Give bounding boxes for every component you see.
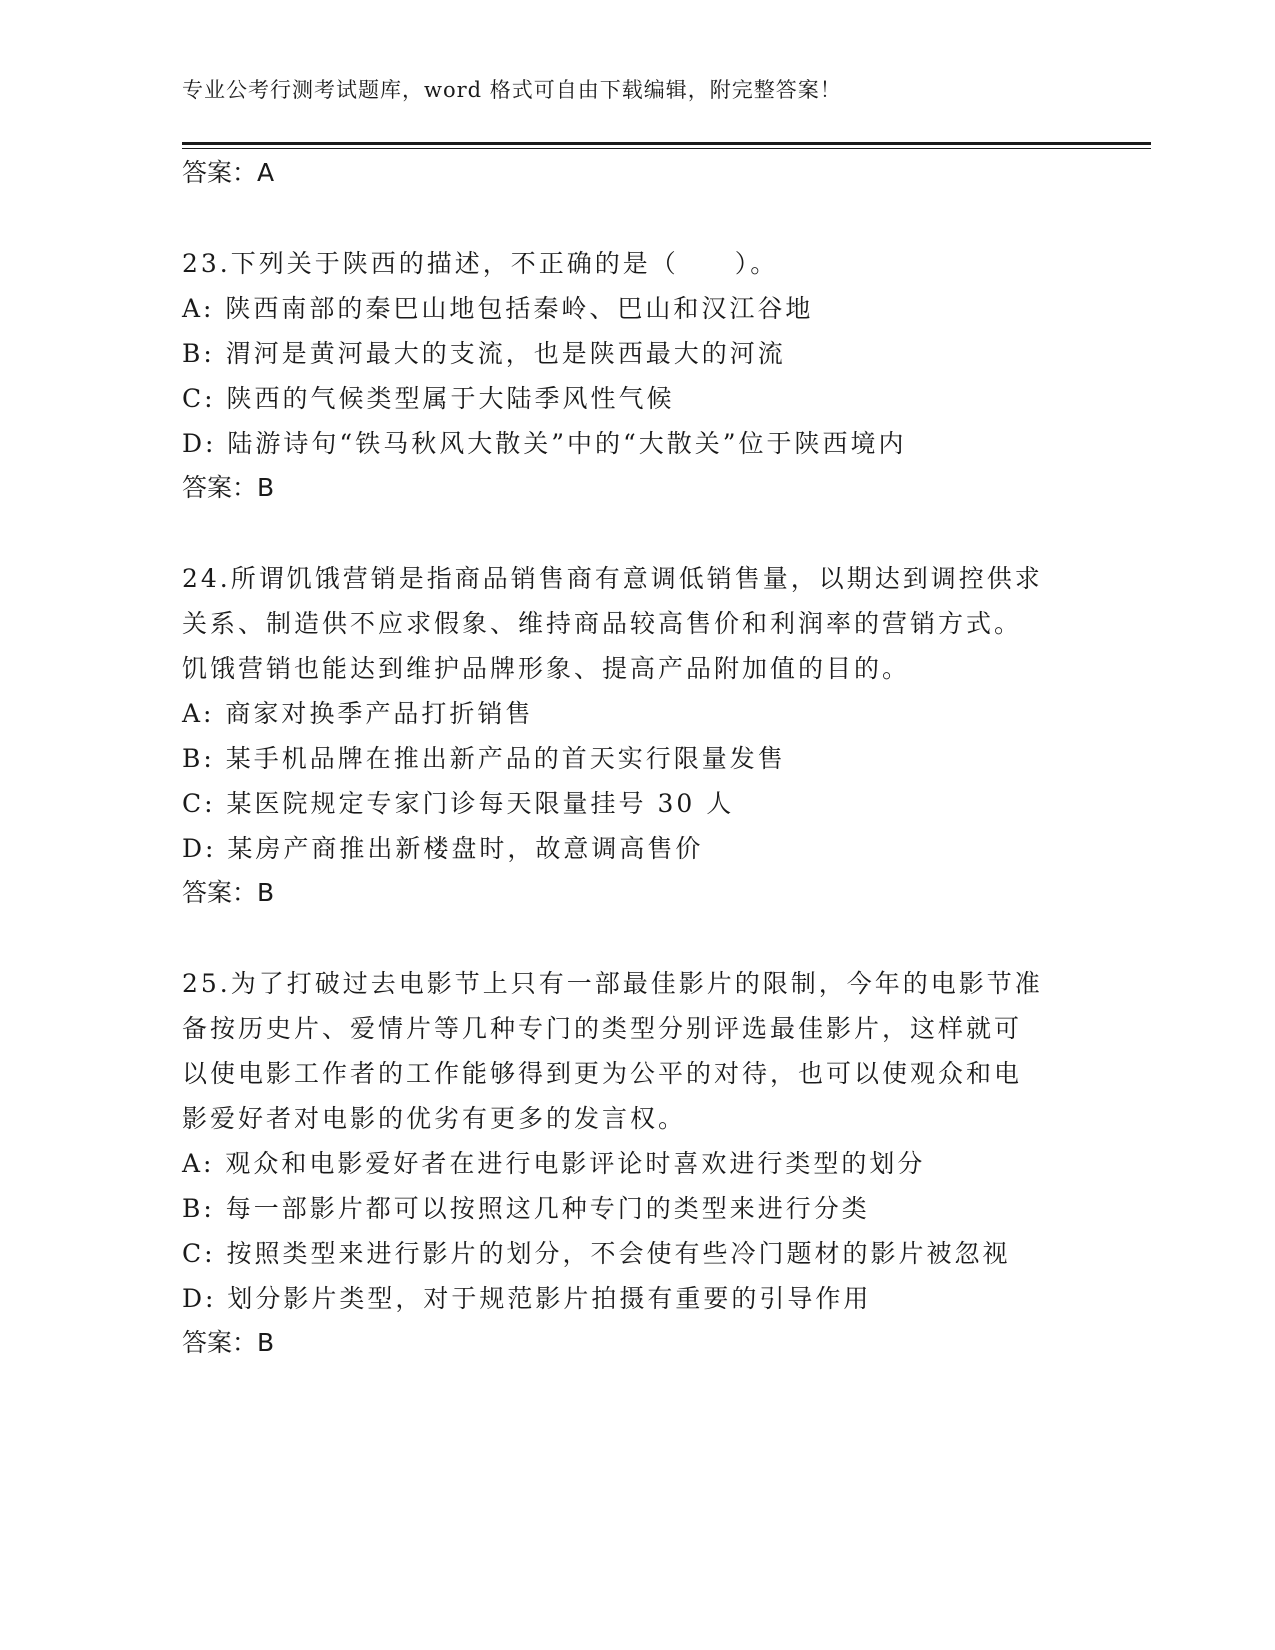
question-stem-line: 25.为了打破过去电影节上只有一部最佳影片的限制，今年的电影节准 — [182, 969, 1043, 998]
question-stem-line: 以使电影工作者的工作能够得到更为公平的对待，也可以使观众和电 — [182, 1059, 1023, 1088]
option-a: A: 观众和电影爱好者在进行电影评论时喜欢进行类型的划分 — [182, 1149, 926, 1178]
header-rule-thin — [182, 148, 1151, 149]
question-block — [182, 556, 1082, 911]
question-stem-line: 影爱好者对电影的优劣有更多的发言权。 — [182, 1104, 687, 1133]
answer-line: 答案：B — [182, 473, 275, 502]
question-list — [182, 155, 1082, 1361]
question-stem — [182, 556, 1082, 691]
question-stem — [182, 241, 1082, 286]
option-c: C: 某医院规定专家门诊每天限量挂号 30 人 — [182, 789, 735, 818]
page-header: 专业公考行测考试题库，word 格式可自由下载编辑，附完整答案！ — [182, 78, 842, 102]
answer-line: 答案：B — [182, 878, 275, 907]
question-stem — [182, 961, 1082, 1141]
question-stem-line: 关系、制造供不应求假象、维持商品较高售价和利润率的营销方式。 — [182, 609, 1023, 638]
question-block — [182, 241, 1082, 506]
question-stem-line: 24.所谓饥饿营销是指商品销售商有意调低销售量，以期达到调控供求 — [182, 564, 1043, 593]
option-c: C: 按照类型来进行影片的划分，不会使有些冷门题材的影片被忽视 — [182, 1239, 1011, 1268]
option-b: B: 每一部影片都可以按照这几种专门的类型来进行分类 — [182, 1194, 870, 1223]
option-d: D: 某房产商推出新楼盘时，故意调高售价 — [182, 834, 704, 863]
option-b: B: 某手机品牌在推出新产品的首天实行限量发售 — [182, 744, 786, 773]
option-d: D: 陆游诗句“铁马秋风大散关”中的“大散关”位于陕西境内 — [182, 429, 907, 458]
answer-line: 答案：A — [182, 158, 275, 187]
answer-line: 答案：B — [182, 1328, 275, 1357]
question-stem-line: 23.下列关于陕西的描述，不正确的是（ ）。 — [182, 249, 779, 278]
option-c: C: 陕西的气候类型属于大陆季风性气候 — [182, 384, 675, 413]
question-stem-line: 备按历史片、爱情片等几种专门的类型分别评选最佳影片，这样就可 — [182, 1014, 1023, 1043]
option-b: B: 渭河是黄河最大的支流，也是陕西最大的河流 — [182, 339, 786, 368]
option-d: D: 划分影片类型，对于规范影片拍摄有重要的引导作用 — [182, 1284, 872, 1313]
question-block — [182, 961, 1082, 1361]
option-a: A: 陕西南部的秦巴山地包括秦岭、巴山和汉江谷地 — [182, 294, 814, 323]
question-stem-line: 饥饿营销也能达到维护品牌形象、提高产品附加值的目的。 — [182, 654, 911, 683]
header-rule-thick — [182, 142, 1151, 145]
option-a: A: 商家对换季产品打折销售 — [182, 699, 534, 728]
